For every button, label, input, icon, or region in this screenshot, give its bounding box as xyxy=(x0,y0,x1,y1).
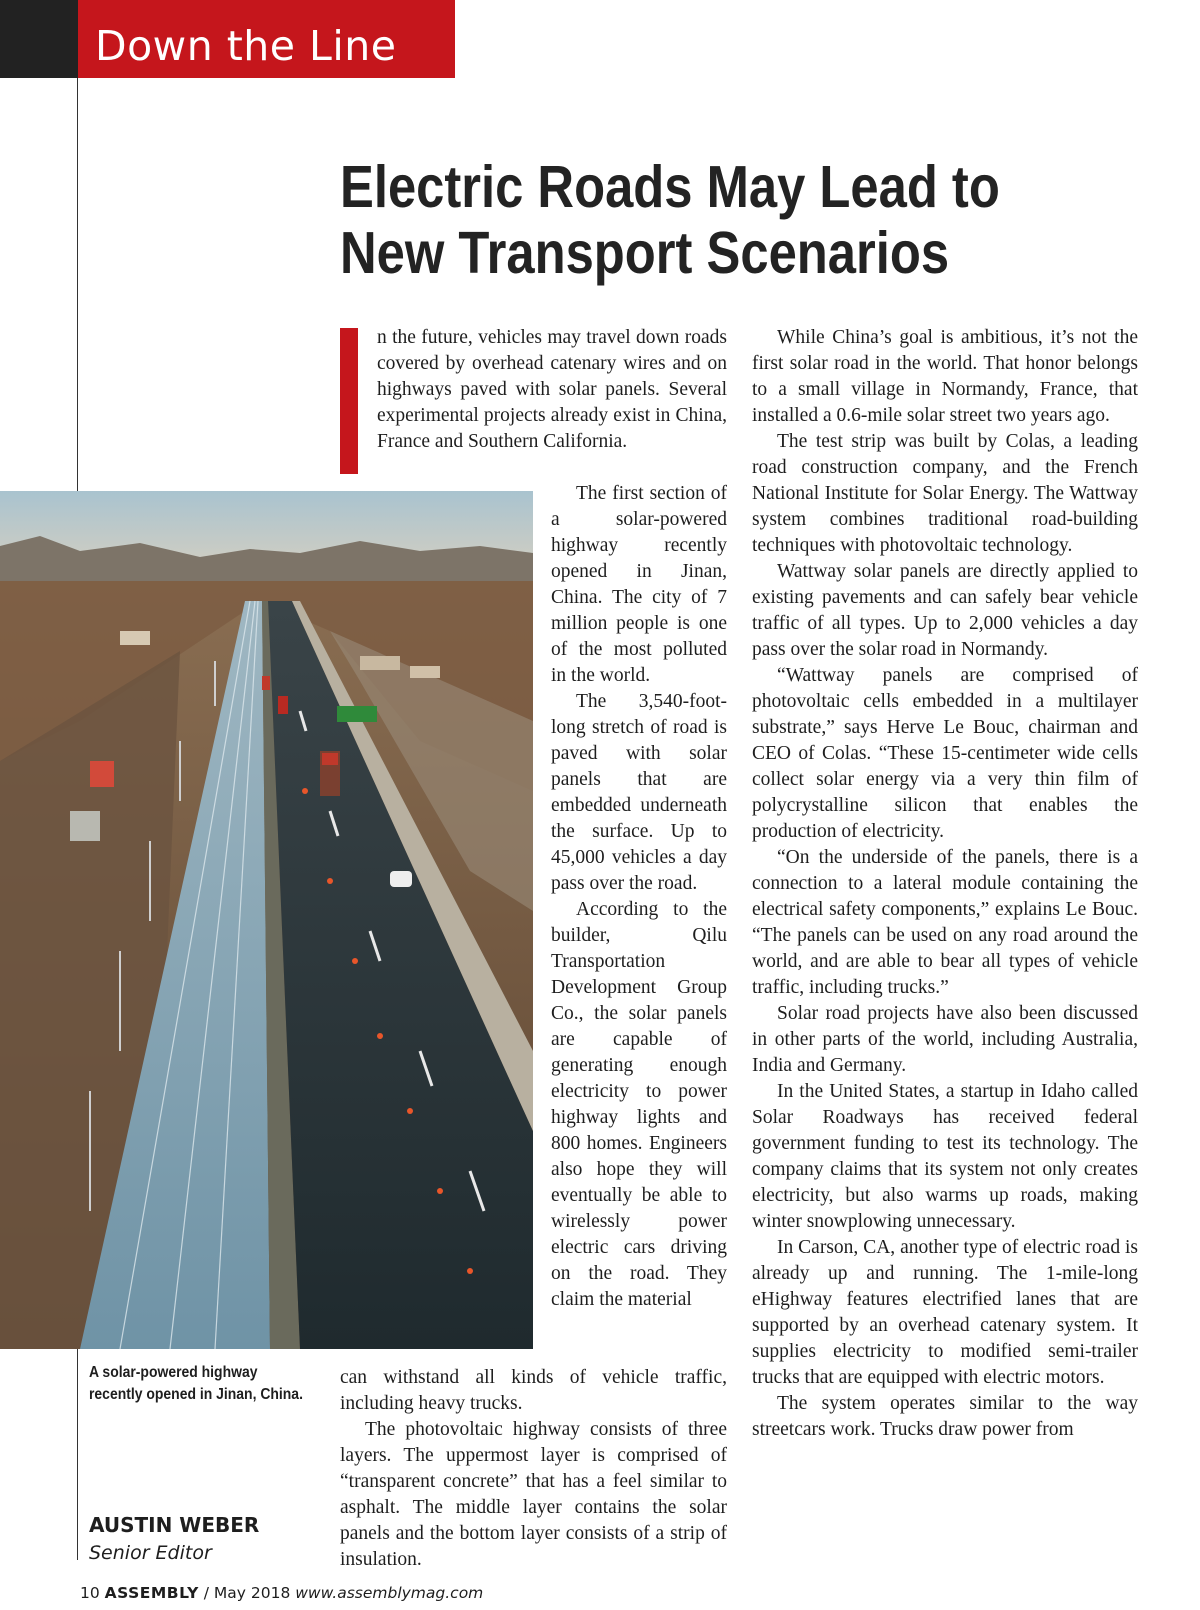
author-name: AUSTIN WEBER xyxy=(89,1513,260,1537)
body-paragraph: While China’s goal is ambitious, it’s not the first solar road in the world. That honor belongs to a small village in Normandy, France, that installed a 0.6-mile solar street two years ago. xyxy=(752,327,1138,426)
section-header xyxy=(0,0,455,78)
body-paragraph: “On the underside of the panels, there is a connection to a lateral module containing the electrical safety components,” explains Le Bouc. “The panels can be used on any road around the world, and are able to bear all types of vehicle traffic, including trucks.” xyxy=(752,847,1138,998)
body-paragraph: According to the builder, Qilu Transportation Development Group Co., the solar panels are capable of generating enough electricity to power highway lights and 800 homes. Engineers also hope they will eventually be able to wirelessly power electric cars driving on the road. They claim the material xyxy=(551,899,727,1310)
body-paragraph: The 3,540-foot-long stretch of road is paved with solar panels that are embedded underneath the surface. Up to 45,000 vehicles a day pass over the road. xyxy=(551,691,727,894)
body-paragraph: can withstand all kinds of vehicle traffic, including heavy trucks. xyxy=(340,1367,727,1414)
body-paragraph: In Carson, CA, another type of electric road is already up and running. The 1-mile-long eHighway features electrified lanes that are supported by an overhead catenary system. It supplies electricity to modified semi-trailer trucks that are equipped with electric motors. xyxy=(752,1237,1138,1388)
author-title: Senior Editor xyxy=(89,1542,212,1564)
intro-block xyxy=(377,325,727,455)
drop-cap-bar xyxy=(340,328,358,474)
body-paragraph: The test strip was built by Colas, a leading road construction company, and the French National Institute for Solar Energy. The Wattway system combines traditional road-building techniques with photovoltaic technology. xyxy=(752,431,1138,556)
body-paragraph: Solar road projects have also been discussed in other parts of the world, including Australia, India and Germany. xyxy=(752,1003,1138,1076)
magazine-url: www.assemblymag.com xyxy=(295,1584,484,1602)
headline-line-2: New Transport Scenarios xyxy=(340,220,950,286)
headline-line-1: Electric Roads May Lead to xyxy=(340,154,1000,220)
magazine-brand: ASSEMBLY xyxy=(104,1584,199,1602)
headline xyxy=(340,154,1045,286)
middle-column xyxy=(340,1365,727,1573)
body-paragraph: In the United States, a startup in Idaho called Solar Roadways has received federal government funding to test its technology. The company claims that its system not only creates electricity, but also warms up roads, making winter snowplowing unnecessary. xyxy=(752,1081,1138,1232)
narrow-column xyxy=(551,481,727,1313)
body-paragraph: “Wattway panels are comprised of photovoltaic cells embedded in a multilayer substrate,” says Herve Le Bouc, chairman and CEO of Colas. “These 15-centimeter wide cells collect solar energy via a very thin film of polycrystalline silicon that enables the production of electricity. xyxy=(752,665,1138,842)
body-paragraph: Wattway solar panels are directly applied to existing pavements and can safely bear vehicle traffic of all types. Up to 2,000 vehicles a day pass over the solar road in Normandy. xyxy=(752,561,1138,660)
right-column xyxy=(752,325,1138,1443)
section-title: Down the Line xyxy=(95,22,397,70)
section-header-black-block xyxy=(0,0,78,78)
intro-paragraph: n the future, vehicles may travel down roads covered by overhead catenary wires and on highways paved with solar panels. Several experimental projects already exist in China, France and Southern California. xyxy=(377,327,727,452)
photo-caption: A solar-powered highway recently opened in Jinan, China. xyxy=(89,1364,303,1403)
issue-date: / May 2018 xyxy=(198,1584,296,1602)
body-paragraph: The first section of a solar-powered highway recently opened in Jinan, China. The city of 7 million people is one of the most polluted in the world. xyxy=(551,483,727,686)
page-number: 10 xyxy=(80,1584,100,1602)
page-footer xyxy=(80,1583,483,1603)
highway-photo xyxy=(0,491,533,1349)
body-paragraph: The photovoltaic highway consists of three layers. The uppermost layer is comprised of “transparent concrete” that has a feel similar to asphalt. The middle layer contains the solar panels and the bottom layer consists of a strip of insulation. xyxy=(340,1419,727,1570)
body-paragraph: The system operates similar to the way streetcars work. Trucks draw power from xyxy=(752,1393,1138,1440)
